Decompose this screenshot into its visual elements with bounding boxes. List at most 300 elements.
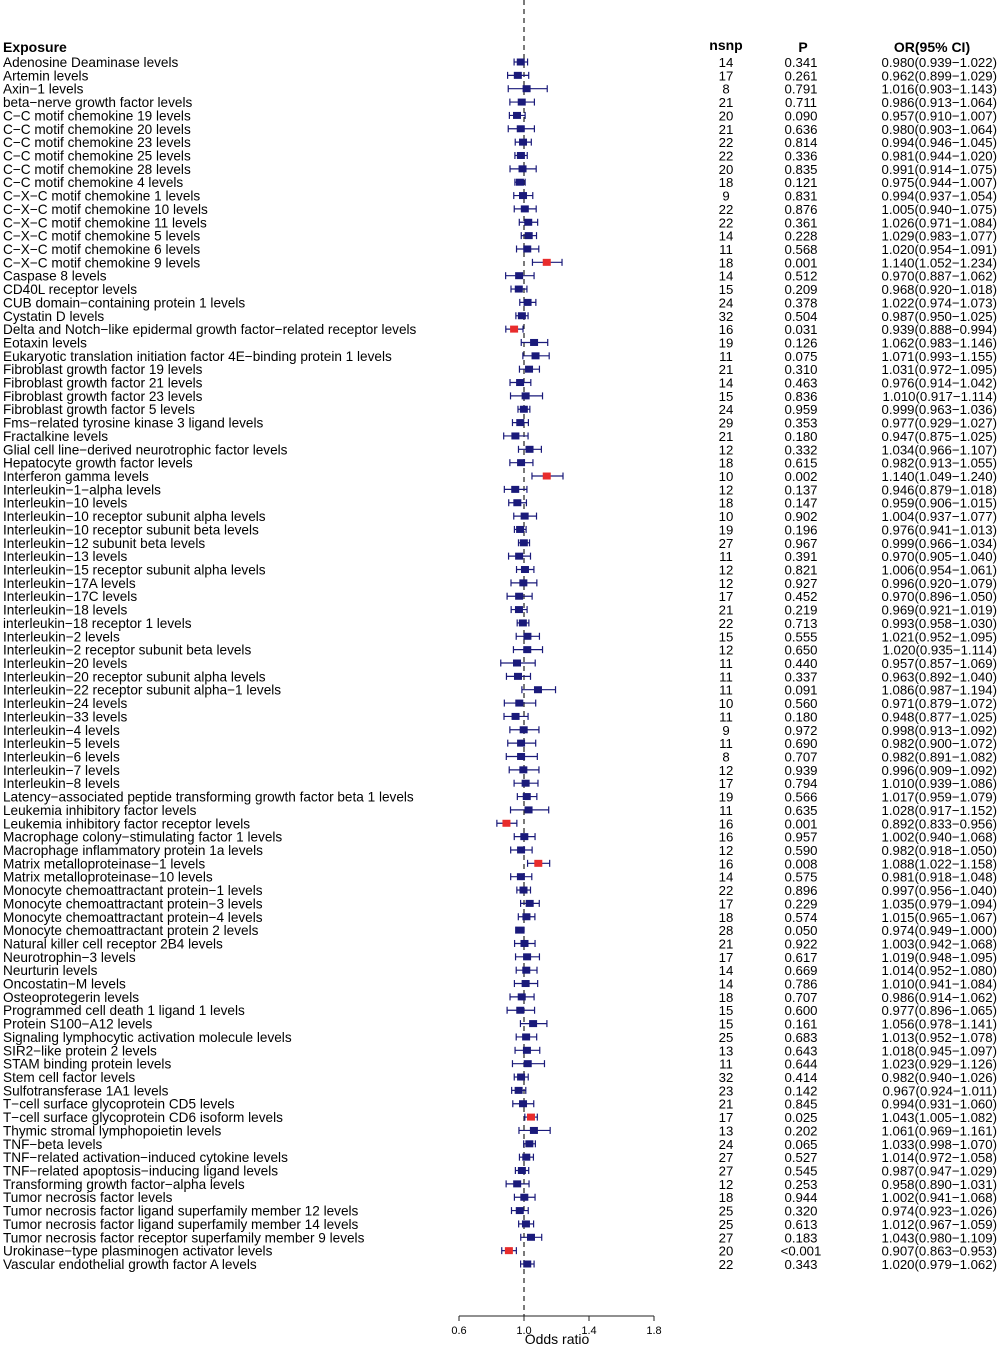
p-value: <0.001: [780, 1243, 822, 1259]
exposure-label: Matrix metalloproteinase−10 levels: [3, 869, 213, 885]
p-value: 0.219: [784, 602, 818, 618]
p-value: 0.527: [784, 1150, 818, 1166]
exposure-label: Interleukin−18 levels: [3, 602, 128, 618]
or-ci-value: 1.006(0.954−1.061): [881, 562, 997, 578]
exposure-label: T−cell surface glycoprotein CD6 isoform levels: [3, 1110, 283, 1126]
or-point: [514, 673, 522, 680]
exposure-label: beta−nerve growth factor levels: [3, 95, 193, 111]
or-point: [523, 633, 531, 640]
x-tick-label: 1.4: [581, 1325, 597, 1337]
exposure-label: Interleukin−2 levels: [3, 629, 120, 645]
or-point: [520, 833, 528, 840]
or-point: [523, 245, 531, 252]
or-point: [517, 873, 525, 880]
or-ci-value: 1.026(0.971−1.084): [881, 215, 997, 231]
or-point: [515, 286, 523, 293]
header-or-ci: OR(95% CI): [893, 39, 971, 55]
nsnp-value: 29: [718, 415, 734, 431]
nsnp-value: 28: [718, 923, 734, 939]
nsnp-value: 21: [718, 95, 734, 111]
nsnp-value: 22: [718, 883, 734, 899]
or-ci-value: 1.031(0.972−1.095): [881, 362, 997, 378]
p-value: 0.574: [784, 909, 818, 925]
nsnp-value: 8: [722, 81, 730, 97]
p-value: 0.566: [784, 789, 818, 805]
or-point: [517, 1074, 525, 1081]
nsnp-value: 22: [718, 1257, 734, 1272]
nsnp-value: 20: [718, 1243, 734, 1259]
or-ci-value: 0.980(0.939−1.022): [881, 55, 997, 70]
header-nsnp: nsnp: [709, 37, 743, 53]
or-ci-value: 1.013(0.952−1.078): [881, 1029, 997, 1045]
or-point: [520, 406, 528, 413]
nsnp-value: 12: [718, 642, 734, 658]
or-point: [525, 806, 533, 813]
exposure-label: Interleukin−12 subunit beta levels: [3, 535, 206, 551]
exposure-label: T−cell surface glycoprotein CD5 levels: [3, 1096, 235, 1112]
exposure-label: Interleukin−33 levels: [3, 709, 128, 725]
p-value: 0.391: [784, 549, 818, 565]
or-point: [519, 139, 527, 146]
or-point: [510, 326, 518, 333]
nsnp-value: 11: [719, 241, 733, 257]
or-ci-value: 0.982(0.940−1.026): [881, 1070, 997, 1086]
or-point: [515, 272, 523, 279]
p-value: 0.613: [784, 1216, 818, 1232]
p-value: 0.972: [784, 722, 818, 738]
or-point: [525, 366, 533, 373]
nsnp-value: 14: [718, 375, 734, 391]
exposure-label: CUB domain−containing protein 1 levels: [3, 295, 246, 311]
p-value: 0.343: [784, 1257, 818, 1272]
or-ci-value: 0.970(0.905−1.040): [881, 549, 997, 565]
exposure-label: Axin−1 levels: [3, 81, 84, 97]
exposure-label: Interleukin−17C levels: [3, 589, 138, 605]
p-value: 0.353: [784, 415, 818, 431]
or-ci-value: 0.999(0.963−1.036): [881, 402, 997, 418]
or-ci-value: 0.968(0.920−1.018): [881, 282, 997, 298]
p-value: 0.831: [784, 188, 818, 204]
or-ci-value: 1.088(1.022−1.158): [881, 856, 997, 872]
p-value: 0.065: [784, 1136, 818, 1152]
exposure-label: Fms−related tyrosine kinase 3 ligand levels: [3, 415, 264, 431]
or-point: [516, 927, 524, 934]
nsnp-value: 11: [719, 669, 733, 685]
p-value: 0.228: [784, 228, 818, 244]
nsnp-value: 18: [718, 1190, 734, 1206]
or-ci-value: 0.994(0.946−1.045): [881, 135, 997, 151]
or-ci-value: 0.998(0.913−1.092): [881, 722, 997, 738]
or-ci-value: 1.086(0.987−1.194): [881, 682, 997, 698]
nsnp-value: 27: [718, 535, 734, 551]
or-ci-value: 1.002(0.941−1.068): [881, 1190, 997, 1206]
or-ci-value: 0.976(0.941−1.013): [881, 522, 997, 538]
or-ci-value: 1.034(0.966−1.107): [881, 442, 997, 458]
p-value: 0.707: [784, 989, 818, 1005]
p-value: 0.196: [784, 522, 818, 538]
or-point: [517, 125, 525, 132]
or-point: [523, 85, 531, 92]
exposure-label: Interleukin−10 receptor subunit alpha levels: [3, 509, 266, 525]
nsnp-value: 15: [718, 629, 734, 645]
exposure-label: Artemin levels: [3, 68, 89, 84]
or-point: [511, 486, 519, 493]
p-value: 0.711: [784, 95, 818, 111]
nsnp-value: 15: [718, 1016, 734, 1032]
p-value: 0.137: [784, 482, 818, 498]
nsnp-value: 14: [718, 55, 734, 70]
or-point: [524, 219, 532, 226]
nsnp-value: 14: [718, 228, 734, 244]
nsnp-value: 24: [718, 295, 734, 311]
x-axis-title: Odds ratio: [524, 1331, 590, 1347]
p-value: 0.336: [784, 148, 818, 164]
nsnp-value: 11: [719, 348, 733, 364]
nsnp-value: 12: [718, 482, 734, 498]
or-point: [515, 700, 523, 707]
nsnp-value: 14: [718, 268, 734, 284]
p-value: 0.876: [784, 201, 818, 217]
exposure-label: SIR2−like protein 2 levels: [3, 1043, 157, 1059]
p-value: 0.091: [784, 682, 818, 698]
or-ci-value: 1.014(0.972−1.058): [881, 1150, 997, 1166]
nsnp-value: 21: [718, 362, 734, 378]
or-point: [530, 339, 538, 346]
nsnp-value: 11: [719, 549, 733, 565]
nsnp-value: 22: [718, 615, 734, 631]
p-value: 0.555: [784, 629, 818, 645]
exposure-label: TNF−beta levels: [3, 1136, 103, 1152]
or-ci-value: 0.907(0.863−0.953): [881, 1243, 997, 1259]
exposure-label: Eotaxin levels: [3, 335, 87, 351]
or-ci-value: 0.980(0.903−1.064): [881, 121, 997, 137]
exposure-label: Stem cell factor levels: [3, 1070, 136, 1086]
or-ci-value: 0.939(0.888−0.994): [881, 322, 997, 338]
nsnp-value: 14: [718, 963, 734, 979]
p-value: 0.504: [784, 308, 818, 324]
or-ci-value: 0.970(0.887−1.062): [881, 268, 997, 284]
exposure-label: Fibroblast growth factor 21 levels: [3, 375, 203, 391]
p-value: 0.791: [784, 81, 818, 97]
or-ci-value: 0.987(0.950−1.025): [881, 308, 997, 324]
p-value: 0.001: [784, 255, 818, 271]
p-value: 0.939: [784, 762, 818, 778]
nsnp-value: 12: [718, 842, 734, 858]
or-point: [517, 753, 525, 760]
or-point: [530, 1127, 538, 1134]
p-value: 0.147: [784, 495, 818, 511]
or-point: [513, 660, 521, 667]
or-ci-value: 0.977(0.896−1.065): [881, 1003, 997, 1019]
p-value: 0.440: [784, 656, 818, 671]
or-ci-value: 0.981(0.918−1.048): [881, 869, 997, 885]
or-ci-value: 0.963(0.892−1.040): [881, 669, 997, 685]
exposure-label: Interleukin−22 receptor subunit alpha−1 levels: [3, 682, 282, 698]
nsnp-value: 11: [719, 736, 733, 752]
or-ci-value: 1.014(0.952−1.080): [881, 963, 997, 979]
p-value: 0.332: [784, 442, 818, 458]
nsnp-value: 17: [718, 68, 734, 84]
exposure-label: C−C motif chemokine 25 levels: [3, 148, 191, 164]
exposure-label: C−X−C motif chemokine 11 levels: [3, 215, 207, 231]
exposure-label: Interleukin−13 levels: [3, 549, 128, 565]
p-value: 0.414: [784, 1070, 818, 1086]
or-ci-value: 1.002(0.940−1.068): [881, 829, 997, 845]
exposure-label: Urokinase−type plasminogen activator levels: [3, 1243, 273, 1259]
p-value: 0.902: [784, 509, 818, 525]
exposure-label: Fibroblast growth factor 23 levels: [3, 388, 203, 404]
p-value: 0.253: [784, 1176, 818, 1192]
p-value: 0.896: [784, 883, 818, 899]
p-value: 0.361: [784, 215, 818, 231]
p-value: 0.001: [784, 816, 818, 832]
p-value: 0.337: [784, 669, 818, 685]
nsnp-value: 16: [718, 829, 734, 845]
nsnp-value: 19: [718, 335, 734, 351]
or-ci-value: 1.140(1.049−1.240): [881, 469, 997, 485]
or-ci-value: 0.994(0.931−1.060): [881, 1096, 997, 1112]
or-ci-value: 0.977(0.929−1.027): [881, 415, 997, 431]
nsnp-value: 17: [718, 1110, 734, 1126]
exposure-label: Tumor necrosis factor ligand superfamily member 14 levels: [3, 1216, 359, 1232]
or-point: [522, 780, 530, 787]
p-value: 0.644: [784, 1056, 818, 1072]
exposure-label: Vascular endothelial growth factor A levels: [3, 1257, 257, 1272]
nsnp-value: 15: [718, 388, 734, 404]
or-point: [516, 419, 524, 426]
p-value: 0.836: [784, 388, 818, 404]
p-value: 0.835: [784, 161, 818, 177]
x-tick-label: 1.0: [516, 1325, 532, 1337]
or-ci-value: 0.971(0.879−1.072): [881, 696, 997, 712]
nsnp-value: 9: [722, 722, 730, 738]
p-value: 0.512: [784, 268, 818, 284]
p-value: 0.002: [784, 469, 818, 485]
or-ci-value: 0.982(0.900−1.072): [881, 736, 997, 752]
or-ci-value: 1.015(0.965−1.067): [881, 909, 997, 925]
exposure-label: Hepatocyte growth factor levels: [3, 455, 193, 471]
or-ci-value: 0.993(0.958−1.030): [881, 615, 997, 631]
nsnp-value: 11: [719, 656, 733, 671]
or-ci-value: 0.957(0.857−1.069): [881, 656, 997, 671]
header-exposure: Exposure: [3, 39, 67, 55]
or-point: [516, 379, 524, 386]
exposure-label: interleukin−18 receptor 1 levels: [3, 615, 192, 631]
or-ci-value: 1.004(0.937−1.077): [881, 509, 997, 525]
or-ci-value: 1.018(0.945−1.097): [881, 1043, 997, 1059]
nsnp-value: 27: [718, 1230, 734, 1246]
or-point: [520, 539, 528, 546]
p-value: 0.643: [784, 1043, 818, 1059]
or-ci-value: 1.023(0.929−1.126): [881, 1056, 997, 1072]
p-value: 0.683: [784, 1029, 818, 1045]
exposure-label: Interleukin−7 levels: [3, 762, 120, 778]
or-ci-value: 1.012(0.967−1.059): [881, 1216, 997, 1232]
exposure-label: Monocyte chemoattractant protein 2 levels: [3, 923, 259, 939]
or-point: [518, 312, 526, 319]
nsnp-value: 18: [718, 495, 734, 511]
or-point: [521, 205, 529, 212]
exposure-label: Interleukin−4 levels: [3, 722, 120, 738]
or-point: [519, 619, 527, 626]
nsnp-value: 27: [718, 1150, 734, 1166]
exposure-label: Glial cell line−derived neurotrophic factor levels: [3, 442, 288, 458]
or-point: [526, 900, 534, 907]
or-point: [520, 1194, 528, 1201]
exposure-label: C−C motif chemokine 19 levels: [3, 108, 191, 124]
p-value: 0.845: [784, 1096, 818, 1112]
or-point: [524, 299, 532, 306]
nsnp-value: 22: [718, 135, 734, 151]
or-point: [529, 1020, 537, 1027]
nsnp-value: 18: [718, 455, 734, 471]
or-ci-value: 0.994(0.937−1.054): [881, 188, 997, 204]
exposure-label: TNF−related activation−induced cytokine levels: [3, 1150, 288, 1166]
or-point: [515, 593, 523, 600]
exposure-label: C−C motif chemokine 28 levels: [3, 161, 191, 177]
exposure-label: Interleukin−1−alpha levels: [3, 482, 161, 498]
nsnp-value: 24: [718, 1136, 734, 1152]
exposure-label: C−X−C motif chemokine 5 levels: [3, 228, 201, 244]
or-point: [519, 579, 527, 586]
or-point: [516, 1007, 524, 1014]
or-point: [516, 179, 524, 186]
nsnp-value: 16: [718, 322, 734, 338]
nsnp-value: 18: [718, 255, 734, 271]
or-point: [527, 1234, 535, 1241]
nsnp-value: 27: [718, 1163, 734, 1179]
or-ci-value: 0.986(0.913−1.064): [881, 95, 997, 111]
nsnp-value: 12: [718, 575, 734, 591]
nsnp-value: 25: [718, 1216, 734, 1232]
or-ci-value: 0.981(0.944−1.020): [881, 148, 997, 164]
nsnp-value: 25: [718, 1203, 734, 1219]
exposure-label: Tumor necrosis factor receptor superfamily member 9 levels: [3, 1230, 365, 1246]
exposure-label: STAM binding protein levels: [3, 1056, 172, 1072]
nsnp-value: 25: [718, 1029, 734, 1045]
or-point: [505, 1247, 513, 1254]
or-point: [515, 1087, 523, 1094]
or-point: [532, 352, 540, 359]
or-ci-value: 0.999(0.966−1.034): [881, 535, 997, 551]
or-ci-value: 1.033(0.998−1.070): [881, 1136, 997, 1152]
p-value: 0.025: [784, 1110, 818, 1126]
or-ci-value: 1.035(0.979−1.094): [881, 896, 997, 912]
p-value: 0.545: [784, 1163, 818, 1179]
exposure-label: Adenosine Deaminase levels: [3, 55, 179, 70]
or-point: [513, 112, 521, 119]
exposure-label: Interleukin−24 levels: [3, 696, 128, 712]
or-point: [522, 913, 530, 920]
exposure-label: Leukemia inhibitory factor receptor levels: [3, 816, 251, 832]
nsnp-value: 15: [718, 1003, 734, 1019]
or-ci-value: 0.948(0.877−1.025): [881, 709, 997, 725]
or-point: [517, 740, 525, 747]
or-point: [534, 686, 542, 693]
p-value: 0.090: [784, 108, 818, 124]
exposure-label: Interleukin−10 levels: [3, 495, 128, 511]
or-point: [512, 713, 520, 720]
or-ci-value: 0.987(0.947−1.029): [881, 1163, 997, 1179]
or-ci-value: 1.020(0.954−1.091): [881, 241, 997, 257]
exposure-label: Delta and Notch−like epidermal growth factor−related receptor levels: [3, 322, 417, 338]
exposure-label: Interleukin−20 levels: [3, 656, 128, 671]
p-value: 0.635: [784, 802, 818, 818]
exposure-label: Natural killer cell receptor 2B4 levels: [3, 936, 223, 952]
p-value: 0.944: [784, 1190, 818, 1206]
exposure-label: Caspase 8 levels: [3, 268, 107, 284]
or-ci-value: 0.957(0.910−1.007): [881, 108, 997, 124]
p-value: 0.320: [784, 1203, 818, 1219]
p-value: 0.959: [784, 402, 818, 418]
or-ci-value: 1.056(0.978−1.141): [881, 1016, 997, 1032]
nsnp-value: 12: [718, 442, 734, 458]
or-point: [523, 1261, 531, 1268]
or-ci-value: 1.061(0.969−1.161): [881, 1123, 997, 1139]
p-value: 0.600: [784, 1003, 818, 1019]
p-value: 0.786: [784, 976, 818, 992]
p-value: 0.378: [784, 295, 818, 311]
or-ci-value: 0.976(0.914−1.042): [881, 375, 997, 391]
or-ci-value: 0.975(0.944−1.007): [881, 175, 997, 191]
or-point: [513, 1180, 521, 1187]
nsnp-value: 12: [718, 762, 734, 778]
exposure-label: Interleukin−15 receptor subunit alpha levels: [3, 562, 266, 578]
nsnp-value: 14: [718, 976, 734, 992]
or-ci-value: 0.892(0.833−0.956): [881, 816, 997, 832]
or-ci-value: 1.020(0.935−1.114): [882, 642, 997, 658]
nsnp-value: 20: [718, 161, 734, 177]
exposure-label: TNF−related apoptosis−inducing ligand levels: [3, 1163, 279, 1179]
nsnp-value: 13: [718, 1123, 734, 1139]
or-ci-value: 1.022(0.974−1.073): [881, 295, 997, 311]
or-point: [522, 967, 530, 974]
or-point: [517, 846, 525, 853]
p-value: 0.794: [784, 776, 818, 792]
or-point: [511, 432, 519, 439]
or-point: [516, 526, 524, 533]
or-ci-value: 0.996(0.920−1.079): [881, 575, 997, 591]
nsnp-value: 18: [718, 175, 734, 191]
or-point: [521, 566, 529, 573]
or-ci-value: 0.967(0.924−1.011): [882, 1083, 997, 1099]
or-ci-value: 0.974(0.923−1.026): [881, 1203, 997, 1219]
nsnp-value: 17: [718, 896, 734, 912]
exposure-label: Fractalkine levels: [3, 428, 109, 444]
or-ci-value: 1.019(0.948−1.095): [881, 949, 997, 965]
exposure-label: C−X−C motif chemokine 9 levels: [3, 255, 201, 271]
nsnp-value: 21: [718, 602, 734, 618]
p-value: 0.821: [784, 562, 818, 578]
nsnp-value: 10: [718, 469, 734, 485]
or-point: [502, 820, 510, 827]
or-point: [517, 59, 525, 66]
nsnp-value: 21: [718, 1096, 734, 1112]
or-point: [517, 152, 525, 159]
or-ci-value: 1.028(0.917−1.152): [881, 802, 997, 818]
exposure-label: Interferon gamma levels: [3, 469, 149, 485]
nsnp-value: 32: [718, 1070, 734, 1086]
p-value: 0.180: [784, 428, 818, 444]
p-value: 0.209: [784, 282, 818, 298]
or-ci-value: 0.982(0.918−1.050): [881, 842, 997, 858]
or-ci-value: 1.020(0.979−1.062): [881, 1257, 997, 1272]
exposure-label: Tumor necrosis factor ligand superfamily member 12 levels: [3, 1203, 359, 1219]
exposure-label: Monocyte chemoattractant protein−3 levels: [3, 896, 263, 912]
nsnp-value: 8: [722, 749, 730, 765]
or-ci-value: 0.996(0.909−1.092): [881, 762, 997, 778]
or-ci-value: 1.071(0.993−1.155): [881, 348, 997, 364]
